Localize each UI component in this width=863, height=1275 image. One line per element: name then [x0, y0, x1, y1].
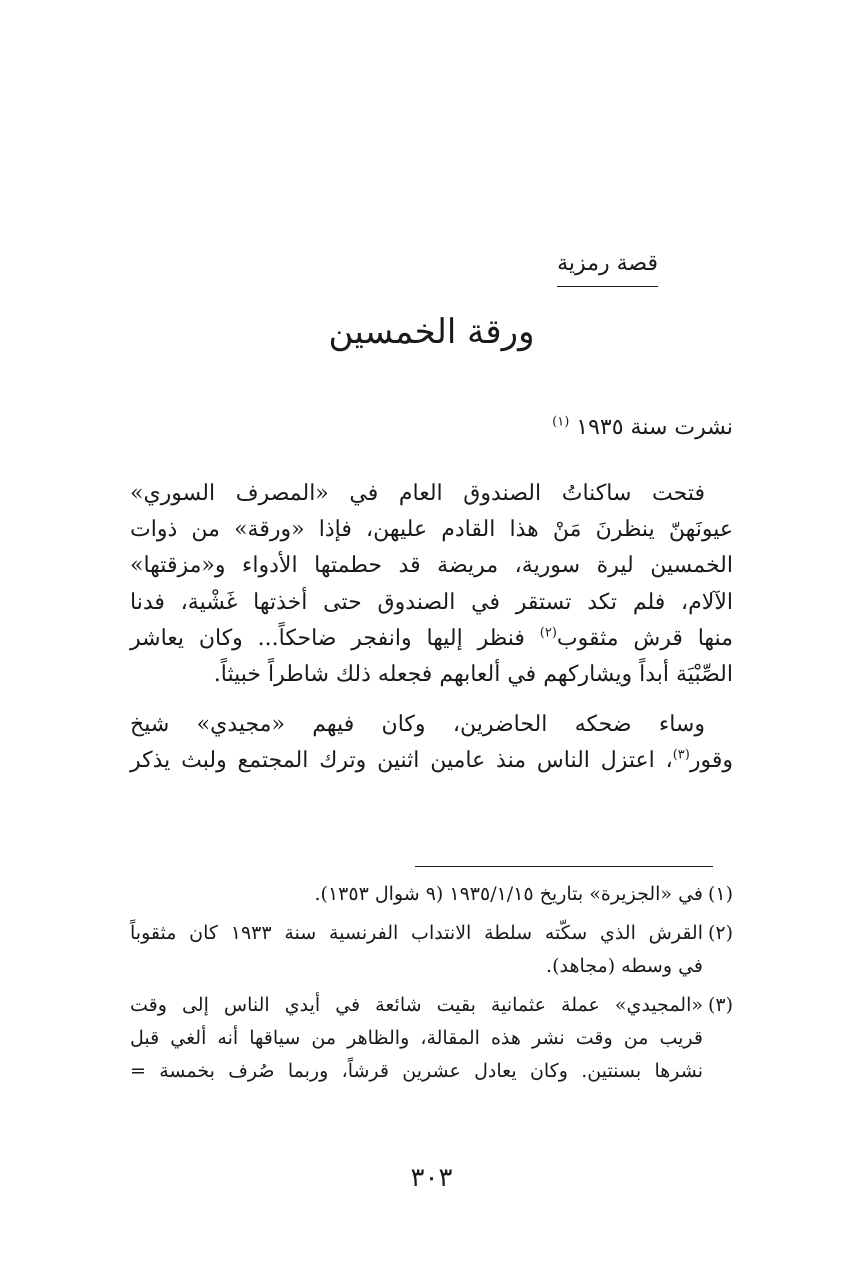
footnote-number: (٢): [707, 922, 733, 944]
footnote-3: [130, 989, 733, 1088]
footnote-text: [130, 878, 703, 911]
footnote-1: [130, 878, 733, 911]
text-line: عيونَهنّ ينظرنَ مَنْ هذا القادم عليهن، فإذا «ورقة» من ذوات: [130, 517, 733, 543]
publication-note-text: نشرت سنة ١٩٣٥: [576, 415, 733, 440]
text-line: في وسطه (مجاهد).: [546, 955, 703, 977]
footnote-text: [130, 989, 703, 1088]
text-line: في «الجزيرة» بتاريخ ١٩٣٥/١/١٥ (٩ شوال ١٣٥٣).: [314, 883, 703, 905]
text-line: فتحت ساكناتُ الصندوق العام في «المصرف السوري»: [130, 481, 705, 506]
text-segment: منها قرش مثقوب: [556, 625, 733, 651]
text-line: الخمسين ليرة سورية، مريضة قد حطمتها الأدواء و«مزقتها»: [130, 553, 733, 579]
text-line: الصِّبْيَة أبداً ويشاركهم في ألعابهم فجعله ذلك شاطراً خبيثاً.: [213, 662, 733, 688]
footnotes: [130, 878, 733, 1094]
text-segment: ، اعتزل الناس منذ عامين اثنين وترك المجتمع ولبث يذكر: [130, 748, 673, 774]
section-kicker: قصة رمزية: [557, 244, 658, 287]
text-line: قريب من وقت نشر هذه المقالة، والظاهر من سياقها أنه ألغي قبل: [130, 1027, 703, 1049]
story-body: [130, 476, 733, 780]
footnote-text: [130, 917, 703, 983]
paragraph-2: [130, 707, 733, 779]
paragraph-1: [130, 476, 733, 693]
footnote-number: (٣): [707, 994, 733, 1016]
text-line: وساء ضحكه الحاضرين، وكان فيهم «مجيدي» شيخ: [130, 712, 705, 738]
page-number: ٣٠٣: [410, 1163, 453, 1193]
story-title: ورقة الخمسين: [328, 312, 535, 352]
footnote-ref-3: (٣): [672, 748, 690, 764]
text-line: [130, 621, 733, 657]
footnote-ref-2: (٢): [539, 625, 557, 641]
text-line: «المجيدي» عملة عثمانية بقيت شائعة في أيدي الناس إلى وقت: [130, 994, 703, 1016]
publication-note: [552, 408, 733, 448]
text-line: الآلام، فلم تكد تستقر في الصندوق حتى أخذتها غَشْية، فدنا: [130, 589, 733, 615]
text-line: [130, 743, 733, 779]
footnote-ref-1: (١): [552, 414, 570, 430]
footnote-number: (١): [707, 883, 733, 905]
text-line: القرش الذي سكّته سلطة الانتداب الفرنسية سنة ١٩٣٣ كان مثقوباً: [130, 922, 704, 944]
text-segment: وقور: [689, 748, 733, 774]
footnote-separator: [415, 866, 713, 867]
text-segment: فنظر إليها وانفجر ضاحكاً... وكان يعاشر: [130, 625, 540, 651]
text-line: نشرها بسنتين. وكان يعادل عشرين قرشاً، وربما صُرف بخمسة =: [130, 1060, 703, 1082]
footnote-2: [130, 917, 733, 983]
